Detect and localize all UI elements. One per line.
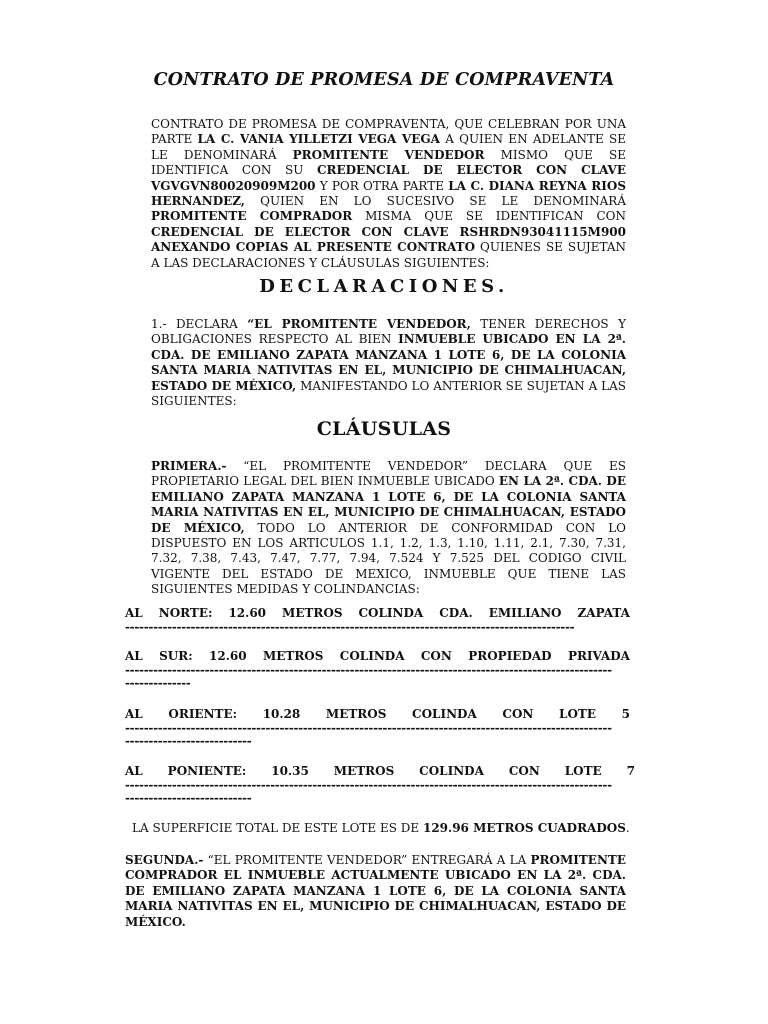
colindancia-line <box>125 606 630 621</box>
colindancia-word: 10.35 <box>271 764 309 778</box>
bold-text-run: EN LA 2ª. CDA. DE EMILIANO ZAPATA MANZANA 1 LOTE 6, DE LA COLONIA SANTA MARIA NATIVITAS EN EL, MUNICIPIO DE CHIMALHUACAN, ESTADO DE MÉXICO, <box>151 474 626 535</box>
colindancia-word: COLINDA <box>339 649 405 663</box>
dash-filler-line: --------------------------- <box>125 735 252 748</box>
colindancia-word: 12.60 <box>209 649 247 663</box>
text-run: Y POR OTRA PARTE <box>315 178 449 193</box>
superficie-total <box>132 821 630 835</box>
colindancia-word: AL <box>125 707 143 721</box>
colindancia-word: CON <box>502 707 534 721</box>
colindancia-word: CDA. <box>439 606 473 620</box>
colindancia-word: COLINDA <box>419 764 484 778</box>
dash-filler-line: --------------------------- <box>125 792 252 805</box>
colindancia-word: EMILIANO <box>488 606 562 620</box>
colindancia-norte <box>125 606 630 634</box>
colindancia-oriente <box>125 707 630 748</box>
text-run: QUIENES SE SUJETAN A LAS DECLARACIONES Y CLÁUSULAS SIGUIENTES: <box>151 240 627 270</box>
text-run: TENER DERECHOS Y OBLIGACIONES RESPECTO AL BIEN <box>151 317 627 347</box>
colindancia-word: ZAPATA <box>577 606 630 620</box>
colindancia-word: METROS <box>325 707 387 721</box>
text-run: A QUIEN EN ADELANTE SE LE DENOMINARÁ <box>151 132 626 162</box>
colindancia-word: CON <box>508 764 540 778</box>
declaraciones-heading: DECLARACIONES. <box>259 276 509 297</box>
bold-text-run: INMUEBLE UBICADO EN LA 2ª. CDA. DE EMILIANO ZAPATA MANZANA 1 LOTE 6, DE LA COLONIA SANTA MARIA NATIVITAS EN EL, MUNICIPIO DE CHIMALHUACAN, ESTADO DE MÉXICO, <box>151 332 626 393</box>
dash-filler-line: ------------------------------------------------------------------------------------------------ <box>125 621 575 634</box>
dash-filler-line: -------------- <box>125 677 191 690</box>
text-run: QUIEN EN LO SUCESIVO SE LE DENOMINARÁ <box>244 194 626 209</box>
text-run: . <box>625 821 630 835</box>
colindancia-word: METROS <box>282 606 343 620</box>
text-run: “EL PROMITENTE VENDEDOR” DECLARA QUE ES PROPIETARIO LEGAL DEL BIEN INMUEBLE UBICADO <box>151 459 626 489</box>
colindancia-word: 7 <box>626 764 635 778</box>
text-run: MISMO QUE SE IDENTIFICA CON SU <box>151 147 626 178</box>
declaracion-1-paragraph <box>151 317 626 409</box>
colindancia-line <box>125 764 635 779</box>
text-run: LA SUPERFICIE TOTAL DE ESTE LOTE ES DE <box>132 821 423 835</box>
colindancia-word: PRIVADA <box>567 649 630 663</box>
colindancia-word: COLINDA <box>412 707 477 721</box>
colindancia-word: METROS <box>262 649 324 663</box>
colindancia-word: LOTE <box>564 764 602 778</box>
colindancia-word: AL <box>125 649 143 663</box>
dash-filler-line: -------------------------------------------------------------------------------------------------------- <box>125 779 612 792</box>
text-run: CONTRATO DE PROMESA DE COMPRAVENTA, QUE CELEBRAN POR UNA PARTE <box>151 117 626 147</box>
dash-filler-line: -------------------------------------------------------------------------------------------------------- <box>125 722 612 735</box>
bold-text-run: PROMITENTE COMPRADOR EL INMUEBLE ACTUALMENTE UBICADO EN LA 2ª. CDA. DE EMILIANO ZAPATA MANZANA 1 LOTE 6, DE LA COLONIA SANTA MARIA NATIVITAS EN EL, MUNICIPIO DE CHIMALHUACAN, ESTADO DE MÉXICO. <box>125 853 626 929</box>
colindancia-word: NORTE: <box>158 606 213 620</box>
clausula-primera-paragraph <box>151 459 626 598</box>
bold-text-run: 129.96 METROS CUADRADOS <box>422 821 626 835</box>
clausula-segunda-paragraph <box>125 853 626 930</box>
bold-text-run: PROMITENTE COMPRADOR <box>151 209 353 224</box>
colindancia-word: PONIENTE: <box>167 764 247 778</box>
colindancia-word: 10.28 <box>262 707 301 721</box>
document-title: CONTRATO DE PROMESA DE COMPRAVENTA <box>153 70 615 90</box>
text-run: MISMA QUE SE IDENTIFICAN CON <box>352 209 626 224</box>
colindancia-word: PROPIEDAD <box>468 649 552 663</box>
bold-text-run: PRIMERA.- <box>151 459 227 473</box>
colindancia-word: COLINDA <box>358 606 424 620</box>
text-run: 1.- DECLARA <box>151 317 248 331</box>
colindancia-word: 12.60 <box>228 606 267 620</box>
colindancia-word: LOTE <box>559 707 596 721</box>
colindancia-word: SUR: <box>159 649 193 663</box>
clausulas-heading: CLÁUSULAS <box>316 418 452 440</box>
text-run: TODO LO ANTERIOR DE CONFORMIDAD CON LO DISPUESTO EN LOS ARTICULOS 1.1, 1.2, 1.3, 1.10, 1.11, 2.1, 7.30, 7.31, 7.32, 7.38, 7.43, 7.47, 7.77, 7.94, 7.524 Y 7.525 DEL CODIGO CIVIL VIGENTE DEL ESTADO DE MEXICO, INMUEBLE QUE TIENE LAS SIGUIENTES MEDIDAS Y COLINDANCIAS: <box>151 520 627 597</box>
colindancia-word: AL <box>125 764 143 778</box>
text-run: MANIFESTANDO LO ANTERIOR SE SUJETAN A LAS SIGUIENTES: <box>151 378 626 409</box>
colindancia-word: AL <box>125 606 143 620</box>
bold-text-run: CREDENCIAL DE ELECTOR CON CLAVE RSHRDN93041115M900 ANEXANDO COPIAS AL PRESENTE CONTRATO <box>151 224 626 255</box>
bold-text-run: “EL PROMITENTE VENDEDOR, <box>247 317 471 331</box>
colindancia-line <box>125 649 630 664</box>
bold-text-run: CREDENCIAL DE ELECTOR CON CLAVE VGVGVN80020909M200 <box>151 163 627 193</box>
colindancia-word: CON <box>420 649 452 663</box>
intro-paragraph <box>151 117 626 271</box>
bold-text-run: SEGUNDA.- <box>125 853 204 867</box>
bold-text-run: PROMITENTE VENDEDOR <box>292 147 485 162</box>
bold-text-run: LA C. DIANA REYNA RIOS HERNANDEZ, <box>151 178 626 209</box>
colindancia-poniente <box>125 764 635 805</box>
dash-filler-line: -------------------------------------------------------------------------------------------------------- <box>125 664 612 677</box>
text-run: “EL PROMITENTE VENDEDOR” ENTREGARÁ A LA <box>203 853 531 867</box>
colindancia-word: METROS <box>333 764 395 778</box>
colindancia-word: ORIENTE: <box>168 707 238 721</box>
colindancia-line <box>125 707 630 722</box>
colindancia-sur <box>125 649 630 690</box>
bold-text-run: LA C. VANIA YILLETZI VEGA VEGA <box>197 132 440 147</box>
colindancia-word: 5 <box>621 707 630 721</box>
